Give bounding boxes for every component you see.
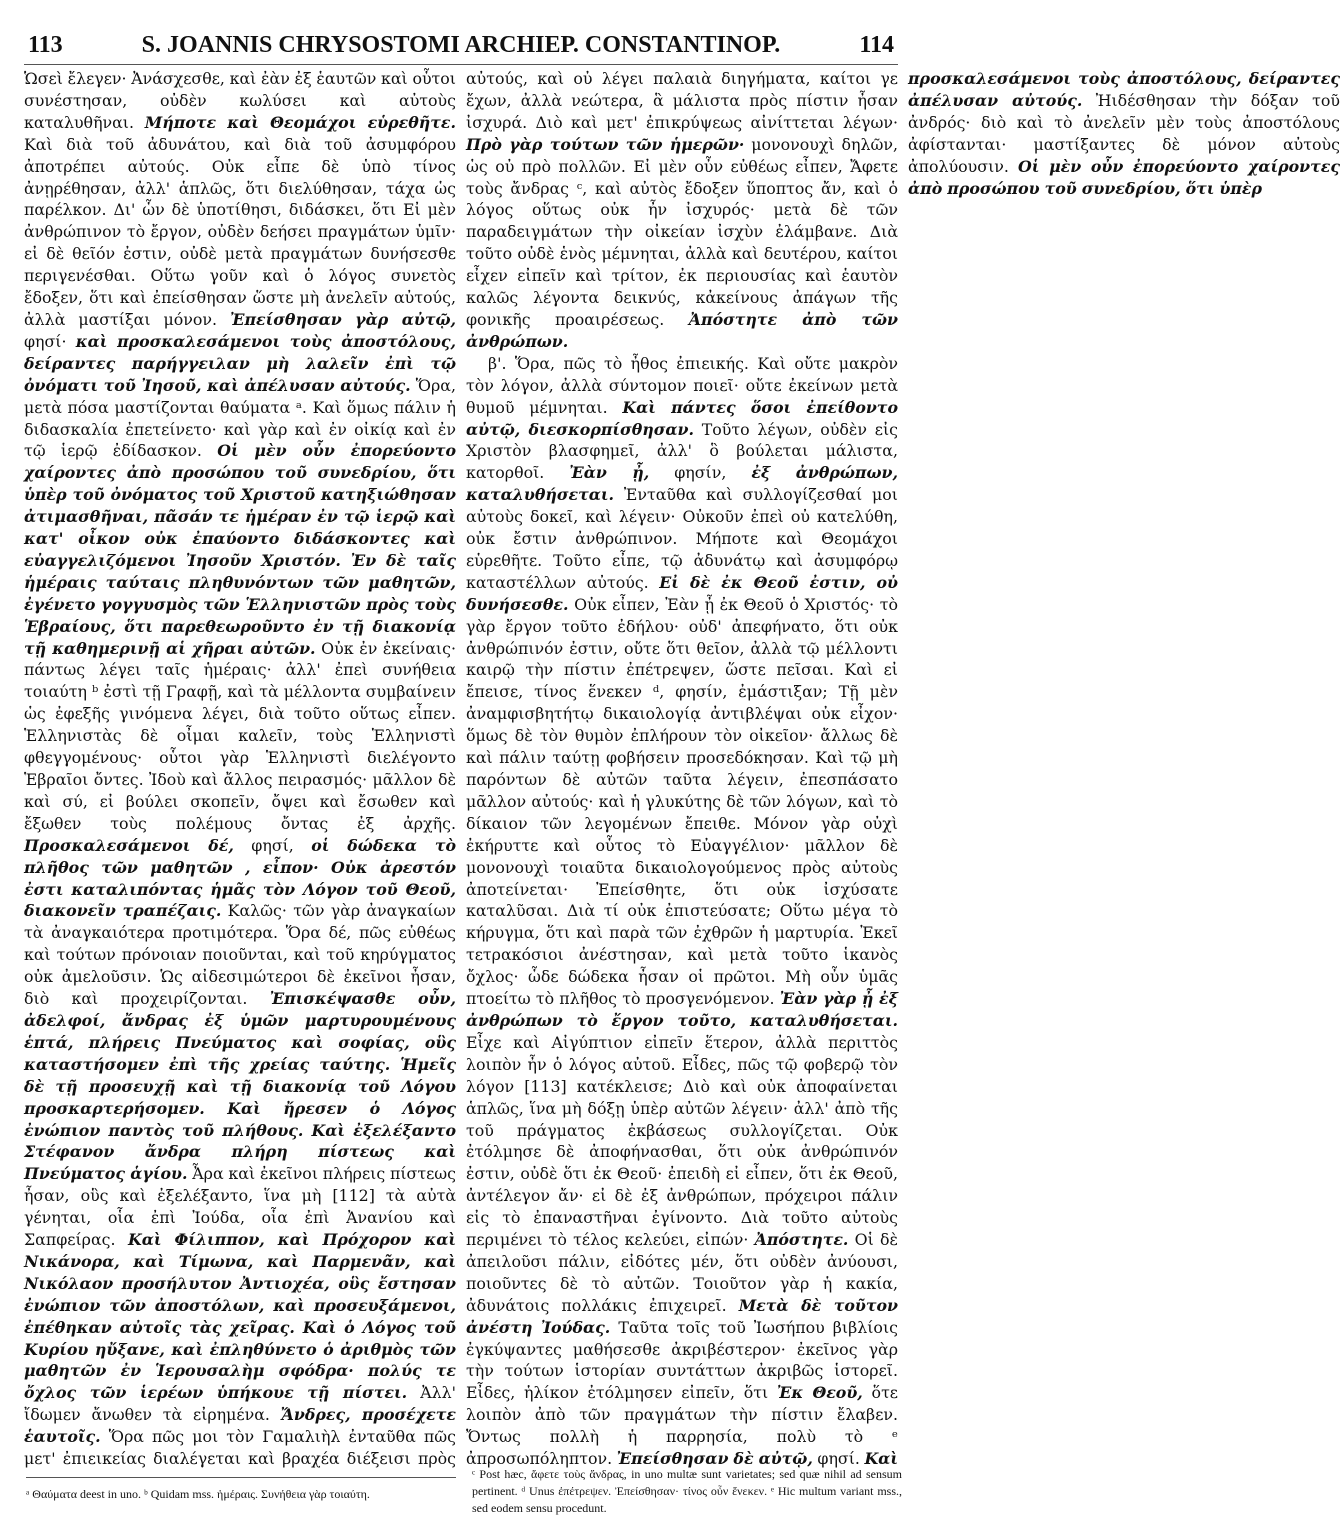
- commentary-text: Ἐνταῦθα καὶ συλλογίζεσθαί μοι αὐτοὺς δοκεῖ, καὶ λέγειν· Οὐκοῦν ἐπεὶ οὐ κατελύθη, οὐκ ἔστιν ἀνθρώπινον. Μήποτε καὶ Θεομάχοι εὑρεθῆτε. Τοῦτο εἶπε, τῷ ἀδυνάτῳ καὶ ἀσυμφόρῳ καταστέλλων αὐτούς.: [466, 485, 898, 592]
- commentary-text: Ὅρα πῶς μοι τὸν Γαμαλιὴλ ἐνταῦθα πῶς μετ' ἐπιεικείας διαλέγεται καὶ βραχέα διέξεισι πρὸς αὐτούς, καὶ οὐ λέγει παλαιὰ διηγήματα, καίτοι γε ἔχων, ἀλλὰ νεώτερα, ἃ μάλιστα πρὸς πίστιν ἦσαν ἰσχυρά. Διὸ καὶ μετ' ἐπικρύψεως αἰνίττεται λέγων·: [24, 69, 898, 1469]
- page-number-right: 114: [859, 32, 894, 58]
- commentary-text: ὅτε λοιπὸν ἀπὸ τῶν πραγμάτων τὴν πίστιν ἔλαβεν. Ὄντως πολλὴ ἡ παρρησία, πολὺ τὸ ᵉ ἀπροσωπόληπτον.: [466, 1383, 898, 1469]
- scripture-quote: Ἐπισκέψασθε οὖν, ἀδελφοί, ἄνδρας ἐξ ὑμῶν μαρτυρουμένους ἑπτά, πλήρεις Πνεύματος καὶ σοφίας, οὓς καταστήσομεν ἐπὶ τῆς χρείας ταύτης. Ἡμεῖς δὲ τῇ προσευχῇ καὶ τῇ διακονίᾳ τοῦ Λόγου προσκαρτερήσομεν. Καὶ ἤρεσεν ὁ Λόγος ἐνώπιον παντὸς τοῦ πλήθους. Καὶ ἐξελέξαντο Στέφανον ἄνδρα πλήρη πίστεως καὶ Πνεύματος ἁγίου.: [24, 989, 457, 1184]
- commentary-text: Ταῦτα τοῖς τοῦ Ἰωσήπου βιβλίοις ἐγκύψαντες μαθήσεσθε ἀκριβέστερον· ἐκεῖνος γὰρ τὴν τούτων ἱστορίαν συντάττων ἀκριβῶς ἱστορεῖ. Εἶδες, ἡλίκον ἐτόλμησεν εἰπεῖν, ὅτι: [466, 1317, 898, 1403]
- commentary-text: φησί.: [812, 1449, 865, 1469]
- footnotes-right: [472, 1466, 902, 1536]
- scripture-quote: Εἰ δὲ ἐκ Θεοῦ ἐστιν, οὐ δυνήσεσθε.: [466, 572, 898, 614]
- commentary-text: φησί·: [24, 331, 76, 351]
- commentary-text: μονονουχὶ δηλῶν, ὡς οὐ πρὸ πολλῶν. Εἰ μὲν οὖν εὐθέως εἶπεν, Ἄφετε τοὺς ἄνδρας ᶜ, καὶ αὐτὸς ἔδοξεν ὕποπτος ἄν, καὶ ὁ λόγος οὕτως οὐκ ἦν ἰσχυρός· μετὰ δὲ τῶν παραδειγμάτων τὴν οἰκείαν ἰσχὺν ἐλάμβανε. Διὰ τοῦτο οὐδὲ ἑνὸς μέμνηται, ἀλλὰ καὶ δευτέρου, καίτοι εἶχεν εἰπεῖν καὶ τρίτον, ἐκ περιουσίας καὶ ἑαυτὸν καλῶς λέγοντα δεικνύς, κἀκείνους ἀπάγων τῆς φονικῆς προαιρέσεως.: [466, 134, 898, 329]
- footnote-rule: [26, 1477, 456, 1478]
- page-number-left: 113: [28, 32, 63, 58]
- footnote: ᵃ Θαύματα deest in uno. ᵇ Quidam mss. ἡμέραις. Συνήθεια γὰρ τοιαύτη.: [26, 1487, 370, 1501]
- scripture-quote: Ἐπείσθησαν δὲ αὐτῷ,: [616, 1449, 813, 1469]
- body-text: [24, 68, 1340, 1472]
- scripture-quote: Ἐὰν ᾖ,: [569, 463, 650, 483]
- scripture-quote: Πρὸ γὰρ τούτων τῶν ἡμερῶν·: [466, 134, 745, 154]
- scripture-quote: Ἄνδρες, προσέχετε ἑαυτοῖς.: [24, 1405, 456, 1447]
- commentary-text: Εἶχε καὶ Αἰγύπτιον εἰπεῖν ἕτερον, ἀλλὰ περιττὸς λοιπὸν ἦν ὁ λόγος αὐτοῦ. Εἶδες, πῶς τῷ φοβερῷ τὸν λόγον [113] κατέκλεισε; Διὸ καὶ οὐκ ἀποφαίνεται ἁπλῶς, ἵνα μὴ δόξῃ ὑπὲρ αὐτῶν λέγειν· ἀλλ' ἀπὸ τῆς τοῦ πράγματος ἐκβάσεως συλλογίζεται. Οὐκ ἐτόλμησε δὲ ἀποφήνασθαι, ὅτι οὐκ ἀνθρώπινόν ἐστιν, οὐδὲ ὅτι ἐκ Θεοῦ· ἐπειδὴ εἰ εἶπεν, ὅτι ἐκ Θεοῦ, ἀντέλεγον ἄν· εἰ δὲ ἐξ ἀνθρώπων, πρόχειροι πάλιν εἰς τὸ ἐπαναστῆναι ἐγίνοντο. Διὰ τοῦτο αὐτοὺς περιμένει τὸ τέλος κελεύει, εἰπών·: [466, 1032, 898, 1250]
- scripture-quote: Ἐπείσθησαν γὰρ αὐτῷ,: [229, 309, 456, 329]
- commentary-text: β'. Ὅρα, πῶς τὸ ἦθος ἐπιεικής. Καὶ οὔτε μακρὸν τὸν λόγον, ἀλλὰ σύντομον ποιεῖ· οὔτε ἐκείνων μετὰ θυμοῦ μέμνηται.: [466, 353, 898, 417]
- commentary-text: Ὡσεὶ ἔλεγεν· Ἀνάσχεσθε, καὶ ἐὰν ἐξ ἑαυτῶν καὶ οὗτοι συνέστησαν, οὐδὲν κωλύσει καὶ αὐτοὺς καταλυθῆναι.: [24, 69, 456, 132]
- scripture-quote: Μήποτε καὶ Θεομάχοι εὑρεθῆτε.: [144, 112, 457, 132]
- scripture-quote: Οἱ μὲν οὖν ἐπορεύοντο χαίροντες ἀπὸ προσώπου τοῦ συνεδρίου, ὅτι ὑπὲρ τοῦ ὀνόματος τοῦ Χριστοῦ κατηξιώθησαν ἀτιμασθῆναι, πᾶσάν τε ἡμέραν ἐν τῷ ἱερῷ καὶ κατ' οἶκον οὐκ ἐπαύοντο διδάσκοντες καὶ εὐαγγελιζόμενοι Ἰησοῦν Χριστόν. Ἐν δὲ ταῖς ἡμέραις ταύταις πληθυνόντων τῶν μαθητῶν, ἐγένετο γογγυσμὸς τῶν Ἑλληνιστῶν πρὸς τοὺς Ἑβραίους, ὅτι παρεθεωροῦντο ἐν τῇ διακονίᾳ τῇ καθημερινῇ αἱ χῆραι αὐτῶν.: [24, 441, 456, 658]
- scripture-quote: Μετὰ δὲ τοῦτον ἀνέστη Ἰούδας.: [466, 1295, 899, 1337]
- scripture-quote: Καὶ πάντες ὅσοι ἐπείθοντο αὐτῷ, διεσκορπίσθησαν.: [466, 397, 898, 439]
- scripture-quote: Ἀπόστητε ἀπὸ τῶν ἀνθρώπων.: [466, 309, 898, 351]
- scripture-quote: Οἱ μὲν οὖν ἐπορεύοντο χαίροντες ἀπὸ προσώπου τοῦ συνεδρίου, ὅτι ὑπὲρ: [908, 156, 1340, 198]
- running-header: [28, 32, 894, 62]
- commentary-text: φησί,: [233, 835, 312, 855]
- running-title: S. JOANNIS CHRYSOSTOMI ARCHIEP. CONSTANTINOP.: [141, 32, 781, 58]
- scripture-quote: οἱ δώδεκα τὸ πλῆθος τῶν μαθητῶν , εἶπον· Οὐκ ἀρεστόν ἐστι καταλιπόντας ἡμᾶς τὸν Λόγον τοῦ Θεοῦ, διακονεῖν τραπέζαις.: [24, 835, 456, 921]
- commentary-text: Ἠιδέσθησαν τὴν δόξαν τοῦ ἀνδρός· διὸ καὶ τὸ ἀνελεῖν μὲν τοὺς ἀποστόλους ἀφίστανται· μαστίξαντες δὲ μόνον αὐτοὺς ἀπολύουσιν.: [908, 90, 1340, 176]
- scripture-quote: Ἐκ Θεοῦ,: [776, 1383, 863, 1403]
- scripture-quote: ἐξ ἀνθρώπων, καταλυθήσεται.: [466, 463, 898, 505]
- footnotes-left: [26, 1486, 456, 1530]
- header-rule: [24, 64, 898, 65]
- scripture-quote: Καὶ προσκαλεσάμενοι τοὺς ἀποστόλους, δείραντες ἀπέλυσαν αὐτούς.: [864, 69, 1340, 1469]
- scripture-quote: Ἐὰν γὰρ ᾖ ἐξ ἀνθρώπων τὸ ἔργον τοῦτο, καταλυθήσεται.: [466, 989, 898, 1030]
- scripture-quote: καὶ προσκαλεσάμενοι τοὺς ἀποστόλους, δείραντες παρήγγειλαν μὴ λαλεῖν ἐπὶ τῷ ὀνόματι τοῦ Ἰησοῦ, καὶ ἀπέλυσαν αὐτούς.: [24, 331, 457, 395]
- commentary-text: Τοῦτο λέγων, οὐδὲν εἰς Χριστὸν βλασφημεῖ, ἀλλ' ὃ βούλεται μάλιστα, κατορθοῖ.: [466, 419, 898, 483]
- commentary-text: Οἱ δὲ ἀπειλοῦσι πάλιν, εἰδότες μέν, ὅτι οὐδὲν ἀνύουσι, ποιοῦντες δὲ τὸ αὐτῶν. Τοιοῦτον γὰρ ἡ κακία, ἀδυνάτοις πολλάκις ἐπιχειρεῖ.: [466, 1230, 898, 1315]
- commentary-text: Καλῶς· τῶν γὰρ ἀναγκαίων τὰ ἀναγκαιότερα προτιμότερα. Ὅρα δέ, πῶς εὐθέως καὶ τούτων πρόνοιαν ποιοῦνται, καὶ τοῦ κηρύγματος οὐκ ἀμελοῦσιν. Ὡς αἰδεσιμώτεροι δὲ ἐκεῖνοι ἦσαν, διὸ καὶ προχειρίζονται.: [24, 901, 456, 1009]
- scripture-quote: Ἀπόστητε.: [754, 1230, 849, 1250]
- commentary-text: Ὅρα, μετὰ πόσα μαστίζονται θαύματα ᵃ. Καὶ ὅμως πάλιν ἡ διδασκαλία ἐπετείνετο· καὶ γὰρ καὶ ἐν οἰκίᾳ καὶ ἐν τῷ ἱερῷ ἐδίδασκον.: [24, 375, 456, 461]
- footnote: ᶜ Post hæc, ἄφετε τοὺς ἄνδρας, in uno multæ sunt varietates; sed quæ nihil ad sensum pertinent. ᵈ Unus ἐπέτρεψεν. Ἐπείσθησαν· τίνος οὖν ἕνεκεν. ᵉ Hic multum variant mss., sed eodem sensu procedunt.: [472, 1467, 902, 1515]
- scripture-quote: Καὶ Φίλιππον, καὶ Πρόχορον καὶ Νικάνορα, καὶ Τίμωνα, καὶ Παρμενᾶν, καὶ Νικόλαον προσήλυτον Ἀντιοχέα, οὓς ἔστησαν ἐνώπιον τῶν ἀποστόλων, καὶ προσευξάμενοι, ἐπέθηκαν αὐτοῖς τὰς χεῖρας. Καὶ ὁ Λόγος τοῦ Κυρίου ηὔξανε, καὶ ἐπληθύνετο ὁ ἀριθμὸς τῶν μαθητῶν ἐν Ἱερουσαλὴμ σφόδρα· πολύς τε ὄχλος τῶν ἱερέων ὑπήκουε τῇ πίστει.: [24, 1230, 456, 1403]
- commentary-text: φησίν,: [649, 463, 752, 483]
- commentary-text: Ἀλλ' ἴδωμεν ἄνωθεν τὰ εἰρημένα.: [24, 1383, 456, 1425]
- commentary-text: Οὐκ ἐν ἐκείναις· πάντως λέγει ταῖς ἡμέραις· ἀλλ' ἐπεὶ συνήθεια τοιαύτη ᵇ ἐστὶ τῇ Γραφῇ, καὶ τὰ μέλλοντα συμβαίνειν ὡς ἐφεξῆς γινόμενα λέγει, διὰ τοῦτο οὕτως εἶπεν. Ἑλληνιστὰς δὲ οἶμαι καλεῖν, τοὺς Ἑλληνιστὶ φθεγγομένους· οὗτοι γὰρ Ἑλληνιστὶ διελέγοντο Ἑβραῖοι ὄντες. Ἰδοὺ καὶ ἄλλος πειρασμός· μᾶλλον δὲ καὶ σύ, εἰ βούλει σκοπεῖν, ὄψει καὶ ἔσωθεν καὶ ἔξωθεν τοὺς πολέμους ὄντας ἐξ ἀρχῆς.: [24, 638, 456, 833]
- commentary-text: Οὐκ εἶπεν, Ἐὰν ᾖ ἐκ Θεοῦ ὁ Χριστός· τὸ γὰρ ἔργον τοῦτο ἐδήλου· οὐδ' ἀπεφήνατο, ὅτι οὐκ ἀνθρώπινόν ἐστιν, οὔτε ὅτι θεῖον, ἀλλὰ τῷ μέλλοντι καιρῷ τὴν πίστιν ἐπέτρεψεν, ὥστε πεῖσαι. Καὶ εἰ ἔπεισε, τίνος ἕνεκεν ᵈ, φησίν, ἐμάστιξαν; Τῇ μὲν ἀναμφισβητήτῳ δικαιολογίᾳ ἀντιβλέψαι οὐκ εἶχον· ὅμως δὲ τὸν θυμὸν ἐπλήρουν τὸν οἰκεῖον· ἄλλως δὲ καὶ πάλιν ταύτῃ φοβήσειν προσεδόκησαν. Καὶ τῷ μὴ παρόντων δὲ αὐτῶν ταῦτα λέγειν, ἐπεσπάσατο μᾶλλον αὐτούς· καὶ ἡ γλυκύτης δὲ τῶν λόγων, καὶ τὸ δίκαιον τῶν λεγομένων ἔπειθε. Μόνον γὰρ οὐχὶ ἐκήρυττε καὶ οὗτος τὸ Εὐαγγέλιον· μᾶλλον δὲ μονονουχὶ τοιαῦτα δικαιολογούμενος πρὸς αὐτοὺς ἀποτείνεται· Ἐπείσθητε, ὅτι οὐκ ἰσχύσατε καταλῦσαι. Διὰ τί οὐκ ἐπιστεύσατε; Οὕτω μέγα τὸ κήρυγμα, ὅτι καὶ παρὰ τῶν ἐχθρῶν ἡ μαρτυρία. Ἐκεῖ τετρακόσιοι ἀνέστησαν, καὶ μετὰ τοῦτο ἱκανὸς ὄχλος· ὧδε δώδεκα ἦσαν οἱ πρῶτοι. Μὴ οὖν ὑμᾶς πτοείτω τὸ πλῆθος τὸ προσγενόμενον.: [466, 594, 898, 1009]
- scripture-quote: Προσκαλεσάμενοι δέ,: [24, 835, 234, 855]
- commentary-text: Καὶ διὰ τοῦ ἀδυνάτου, καὶ διὰ τοῦ ἀσυμφόρου ἀποτρέπει αὐτούς. Οὐκ εἶπε δὲ ὑπὸ τίνος ἀνῃρέθησαν, ἀλλ' ἁπλῶς, ὅτι διελύθησαν, τάχα ὡς παρέλκον. Δι' ὧν δὲ ὑποτίθησι, διδάσκει, ὅτι Εἰ μὲν ἀνθρώπινον τὸ ἔργον, οὐδὲν δεήσει πραγμάτων ὑμῖν· εἰ δὲ θεῖόν ἐστιν, οὐδὲ μετὰ πραγμάτων δυνήσεσθε περιγενέσθαι. Οὕτω γοῦν καὶ ὁ λόγος συνετὸς ἔδοξεν, ὅτι καὶ ἐπείσθησαν ὥστε μὴ ἀνελεῖν αὐτούς, ἀλλὰ μαστίξαι μόνον.: [24, 134, 456, 329]
- commentary-text: Ἆρα καὶ ἐκεῖνοι πλήρεις πίστεως ἦσαν, οὓς καὶ ἐξελέξαντο, ἵνα μὴ [112] τὰ αὐτὰ γένηται, οἷα ἐπὶ Ἰούδα, οἷα ἐπὶ Ἀνανίου καὶ Σαπφείρας.: [24, 1164, 456, 1250]
